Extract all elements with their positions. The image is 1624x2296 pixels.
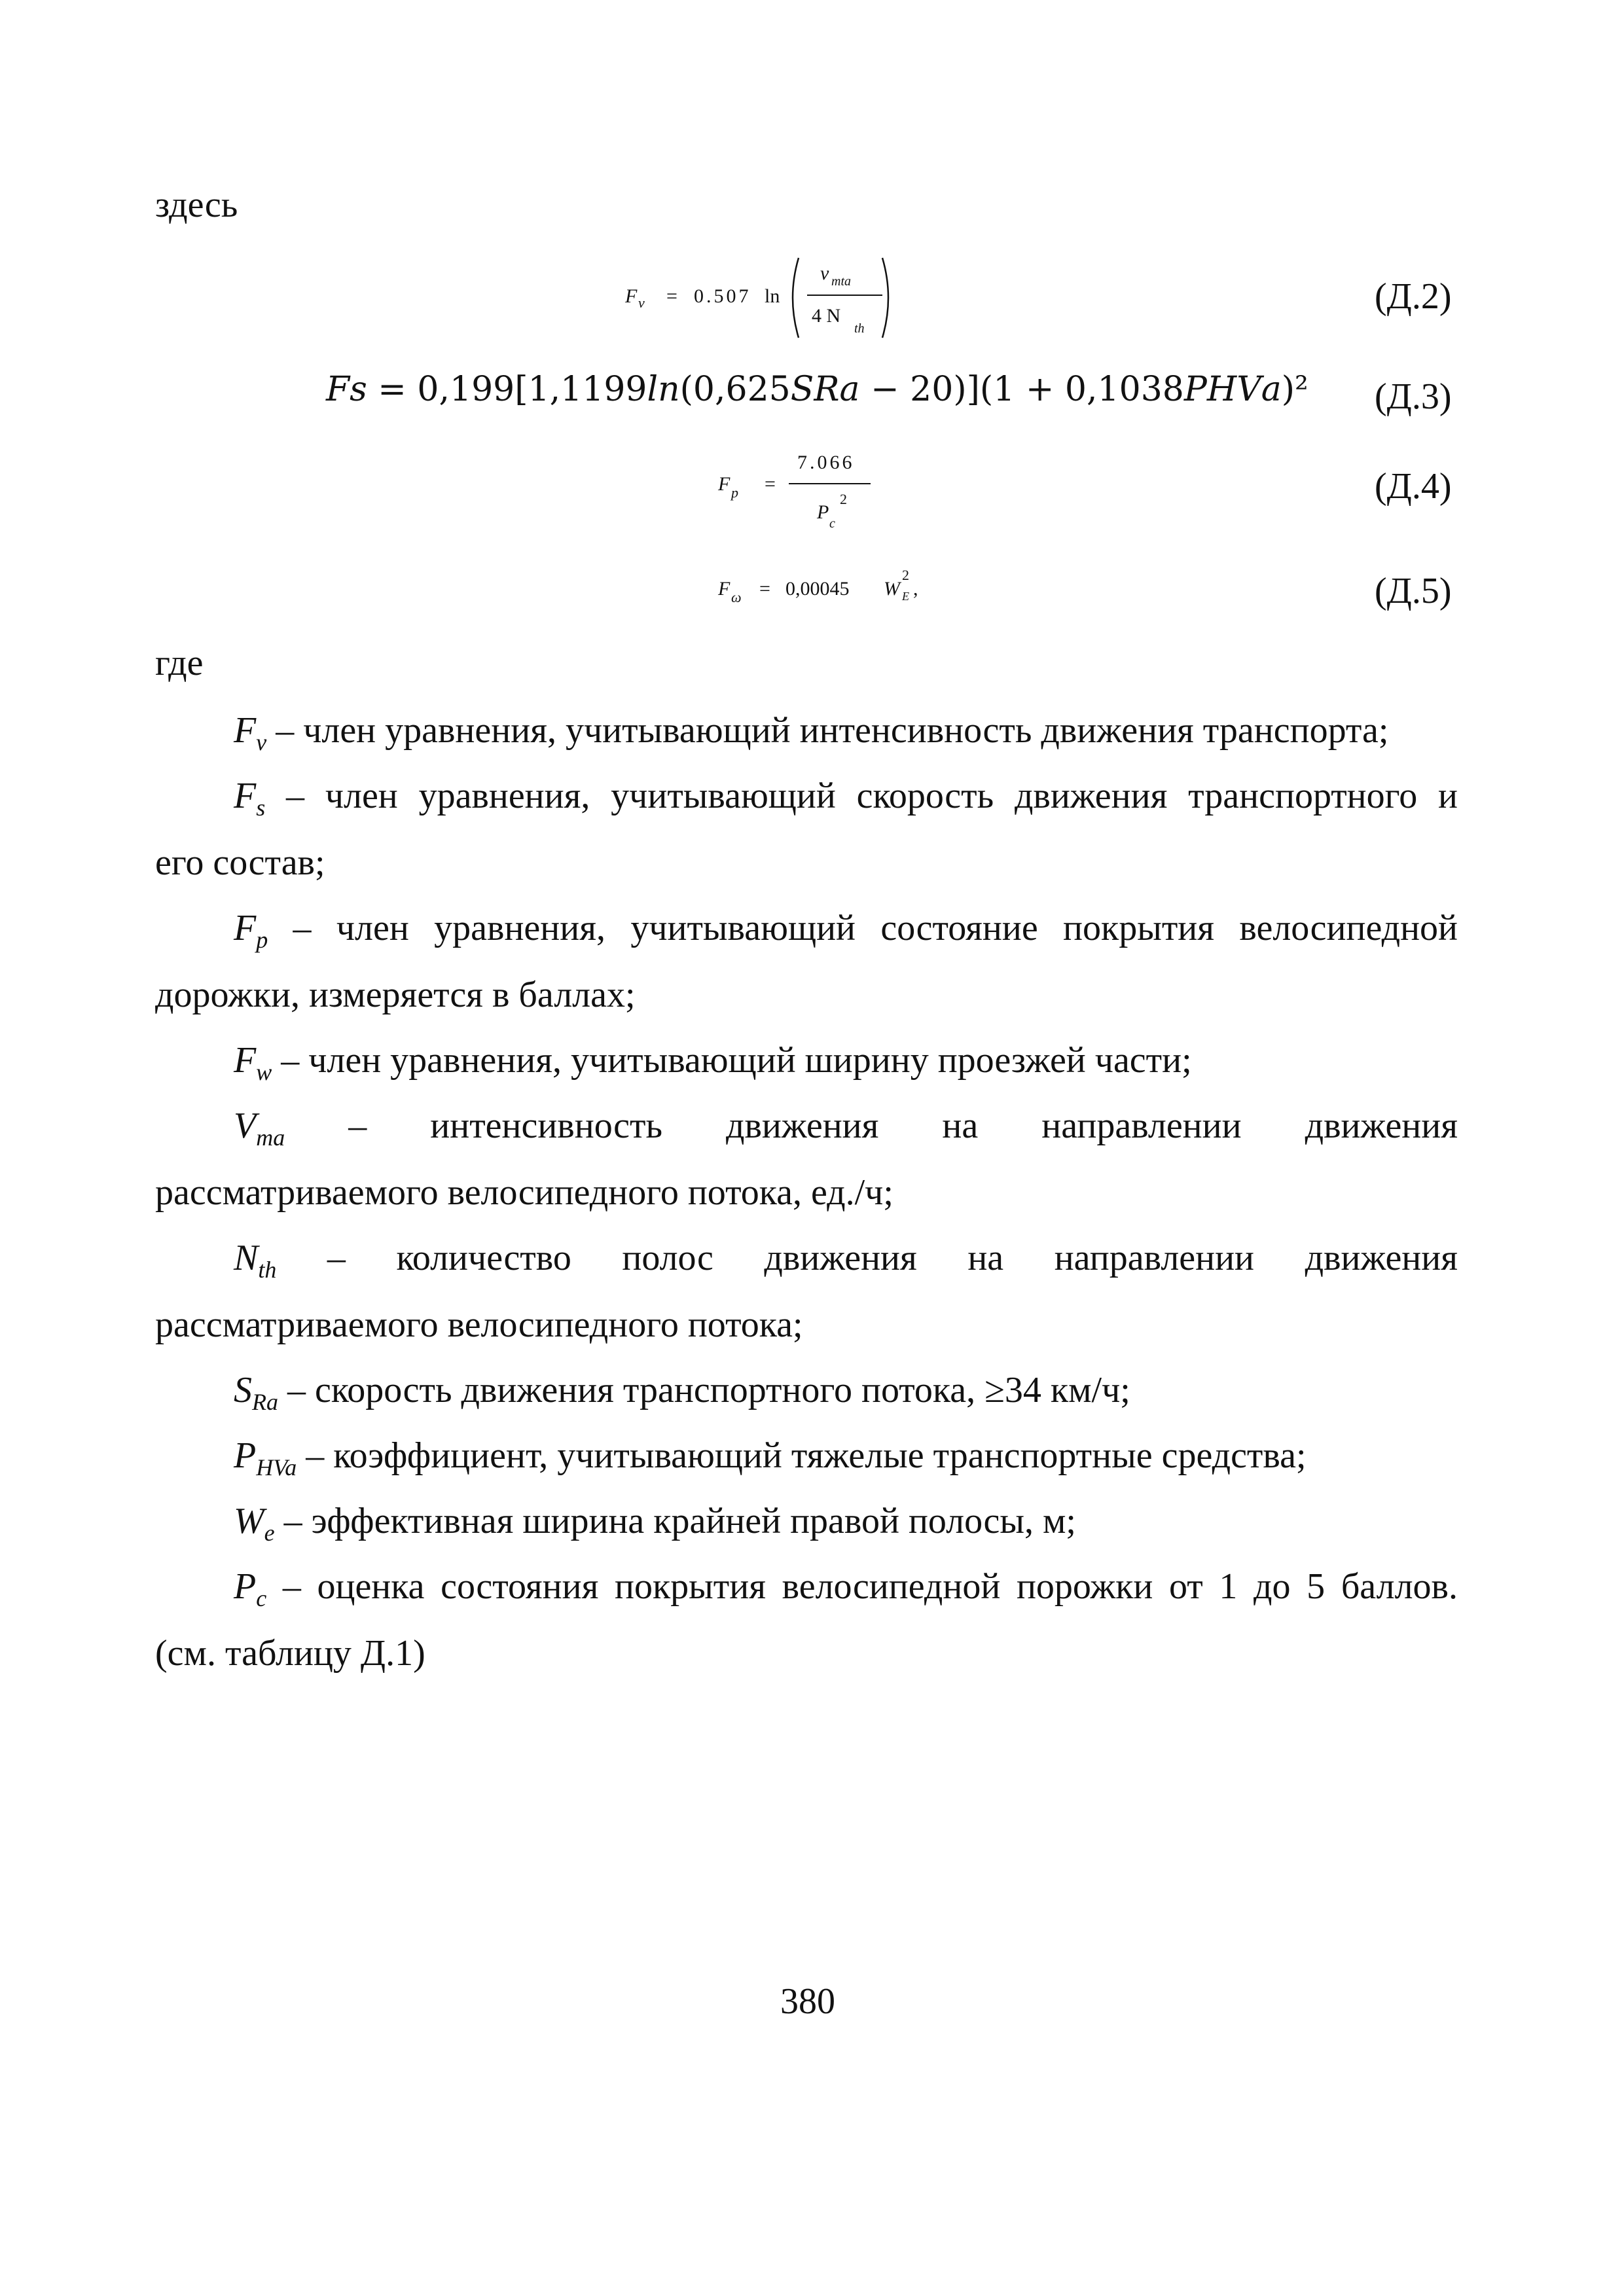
d4-eq: = [765,473,776,495]
def-vma-line2: рассматриваемого велосипедного потока, ед./ч; [155,1172,893,1213]
d4-number: (Д.4) [1375,466,1452,507]
def-text: – член уравнения, учитывающий интенсивность движения транспорта; [266,710,1389,751]
d2-number: (Д.2) [1375,276,1452,317]
d2-coef: 0.507 [694,285,751,307]
page-number: 380 [780,1981,835,2022]
d2-den-sub: th [854,321,865,336]
def-fs-line1 [234,778,1458,819]
d5-eq: = [759,578,770,600]
def-text: – член уравнения, учитывающий состояние покрытия велосипедной [268,908,1458,948]
def-fw [234,1042,1192,1084]
d2-fn: ln [765,285,780,307]
def-text: – коэффициент, учитывающий тяжелые транспортные средства; [297,1435,1307,1476]
def-pc-line1 [234,1568,1458,1610]
def-symbol: $V_{ma}$ [234,1105,285,1151]
d2-lhs: F [625,285,638,307]
def-fs-line2: его состав; [155,842,325,883]
def-symbol: $F_w$ [234,1040,272,1086]
def-phva [234,1437,1307,1479]
d5-lhs-sub: ω [731,589,742,605]
d3-number: (Д.3) [1375,376,1452,417]
d4-lhs-sub: p [731,484,738,501]
def-text: – член уравнения, учитывающий скорость движения транспортного и [265,776,1458,816]
def-we [234,1503,1076,1545]
d5-var: W [884,578,900,600]
d5-var-sub: E [902,590,909,603]
d5-var-sup: 2 [902,567,909,583]
def-nth-line1 [234,1240,1458,1282]
def-text: – член уравнения, учитывающий ширину проезжей части; [272,1040,1192,1081]
intro-word: здесь [155,185,238,225]
def-symbol: $F_v$ [234,710,267,756]
d4-den: P [817,501,829,523]
def-symbol: $W_e$ [234,1501,275,1547]
def-text: – эффективная ширина крайней правой полосы, м; [274,1501,1076,1541]
d2-num-sub: mta [831,274,851,289]
def-vma-line1 [234,1107,1458,1149]
d2-eq: = [666,285,677,307]
def-text: – количество полос движения на направлении движения [276,1238,1458,1278]
def-fv [234,712,1388,754]
def-text: – интенсивность движения на направлении движения [285,1105,1458,1146]
def-sra [234,1372,1130,1414]
d5-tail: , [913,578,918,600]
d2-den: 4 N [812,305,841,327]
def-text: – оценка состояния покрытия велосипедной порожки от 1 до 5 баллов. [266,1566,1458,1607]
def-nth-line2: рассматриваемого велосипедного потока; [155,1304,803,1345]
def-symbol: $N_{th}$ [234,1238,277,1283]
formula-d3: 𝐹𝑠 = 0,199[1,1199𝑙𝑛(0,625𝑆𝑅𝑎 − 20)](1 + 0,1038𝑃𝐻𝑉𝑎)² [326,370,1308,409]
def-symbol: $S_{Ra}$ [234,1370,278,1416]
d2-right-paren [878,255,898,340]
d2-lhs-sub: v [638,295,645,311]
def-fp-line1 [234,910,1458,952]
def-fp-line2: дорожки, измеряется в баллах; [155,975,636,1015]
d4-num: 7.066 [797,452,855,473]
def-symbol: $P_{HVa}$ [234,1435,297,1481]
d2-fraction-bar [807,295,882,296]
d2-num: v [820,262,829,284]
d5-number: (Д.5) [1375,571,1452,611]
def-symbol: $F_p$ [234,908,268,954]
d4-fraction-bar [789,483,871,484]
d4-den-sup: 2 [840,491,847,507]
where-word: где [155,643,204,683]
d5-lhs: F [718,578,731,600]
def-symbol: $P_c$ [234,1566,267,1612]
d4-den-sub: c [829,516,835,531]
def-pc-line2: (см. таблицу Д.1) [155,1633,425,1674]
d5-coef: 0,00045 [785,578,850,600]
def-text: – скорость движения транспортного потока, ≥34 км/ч; [278,1370,1130,1410]
d2-left-paren [783,255,803,340]
def-symbol: $F_s$ [234,776,266,821]
d4-lhs: F [718,473,731,495]
